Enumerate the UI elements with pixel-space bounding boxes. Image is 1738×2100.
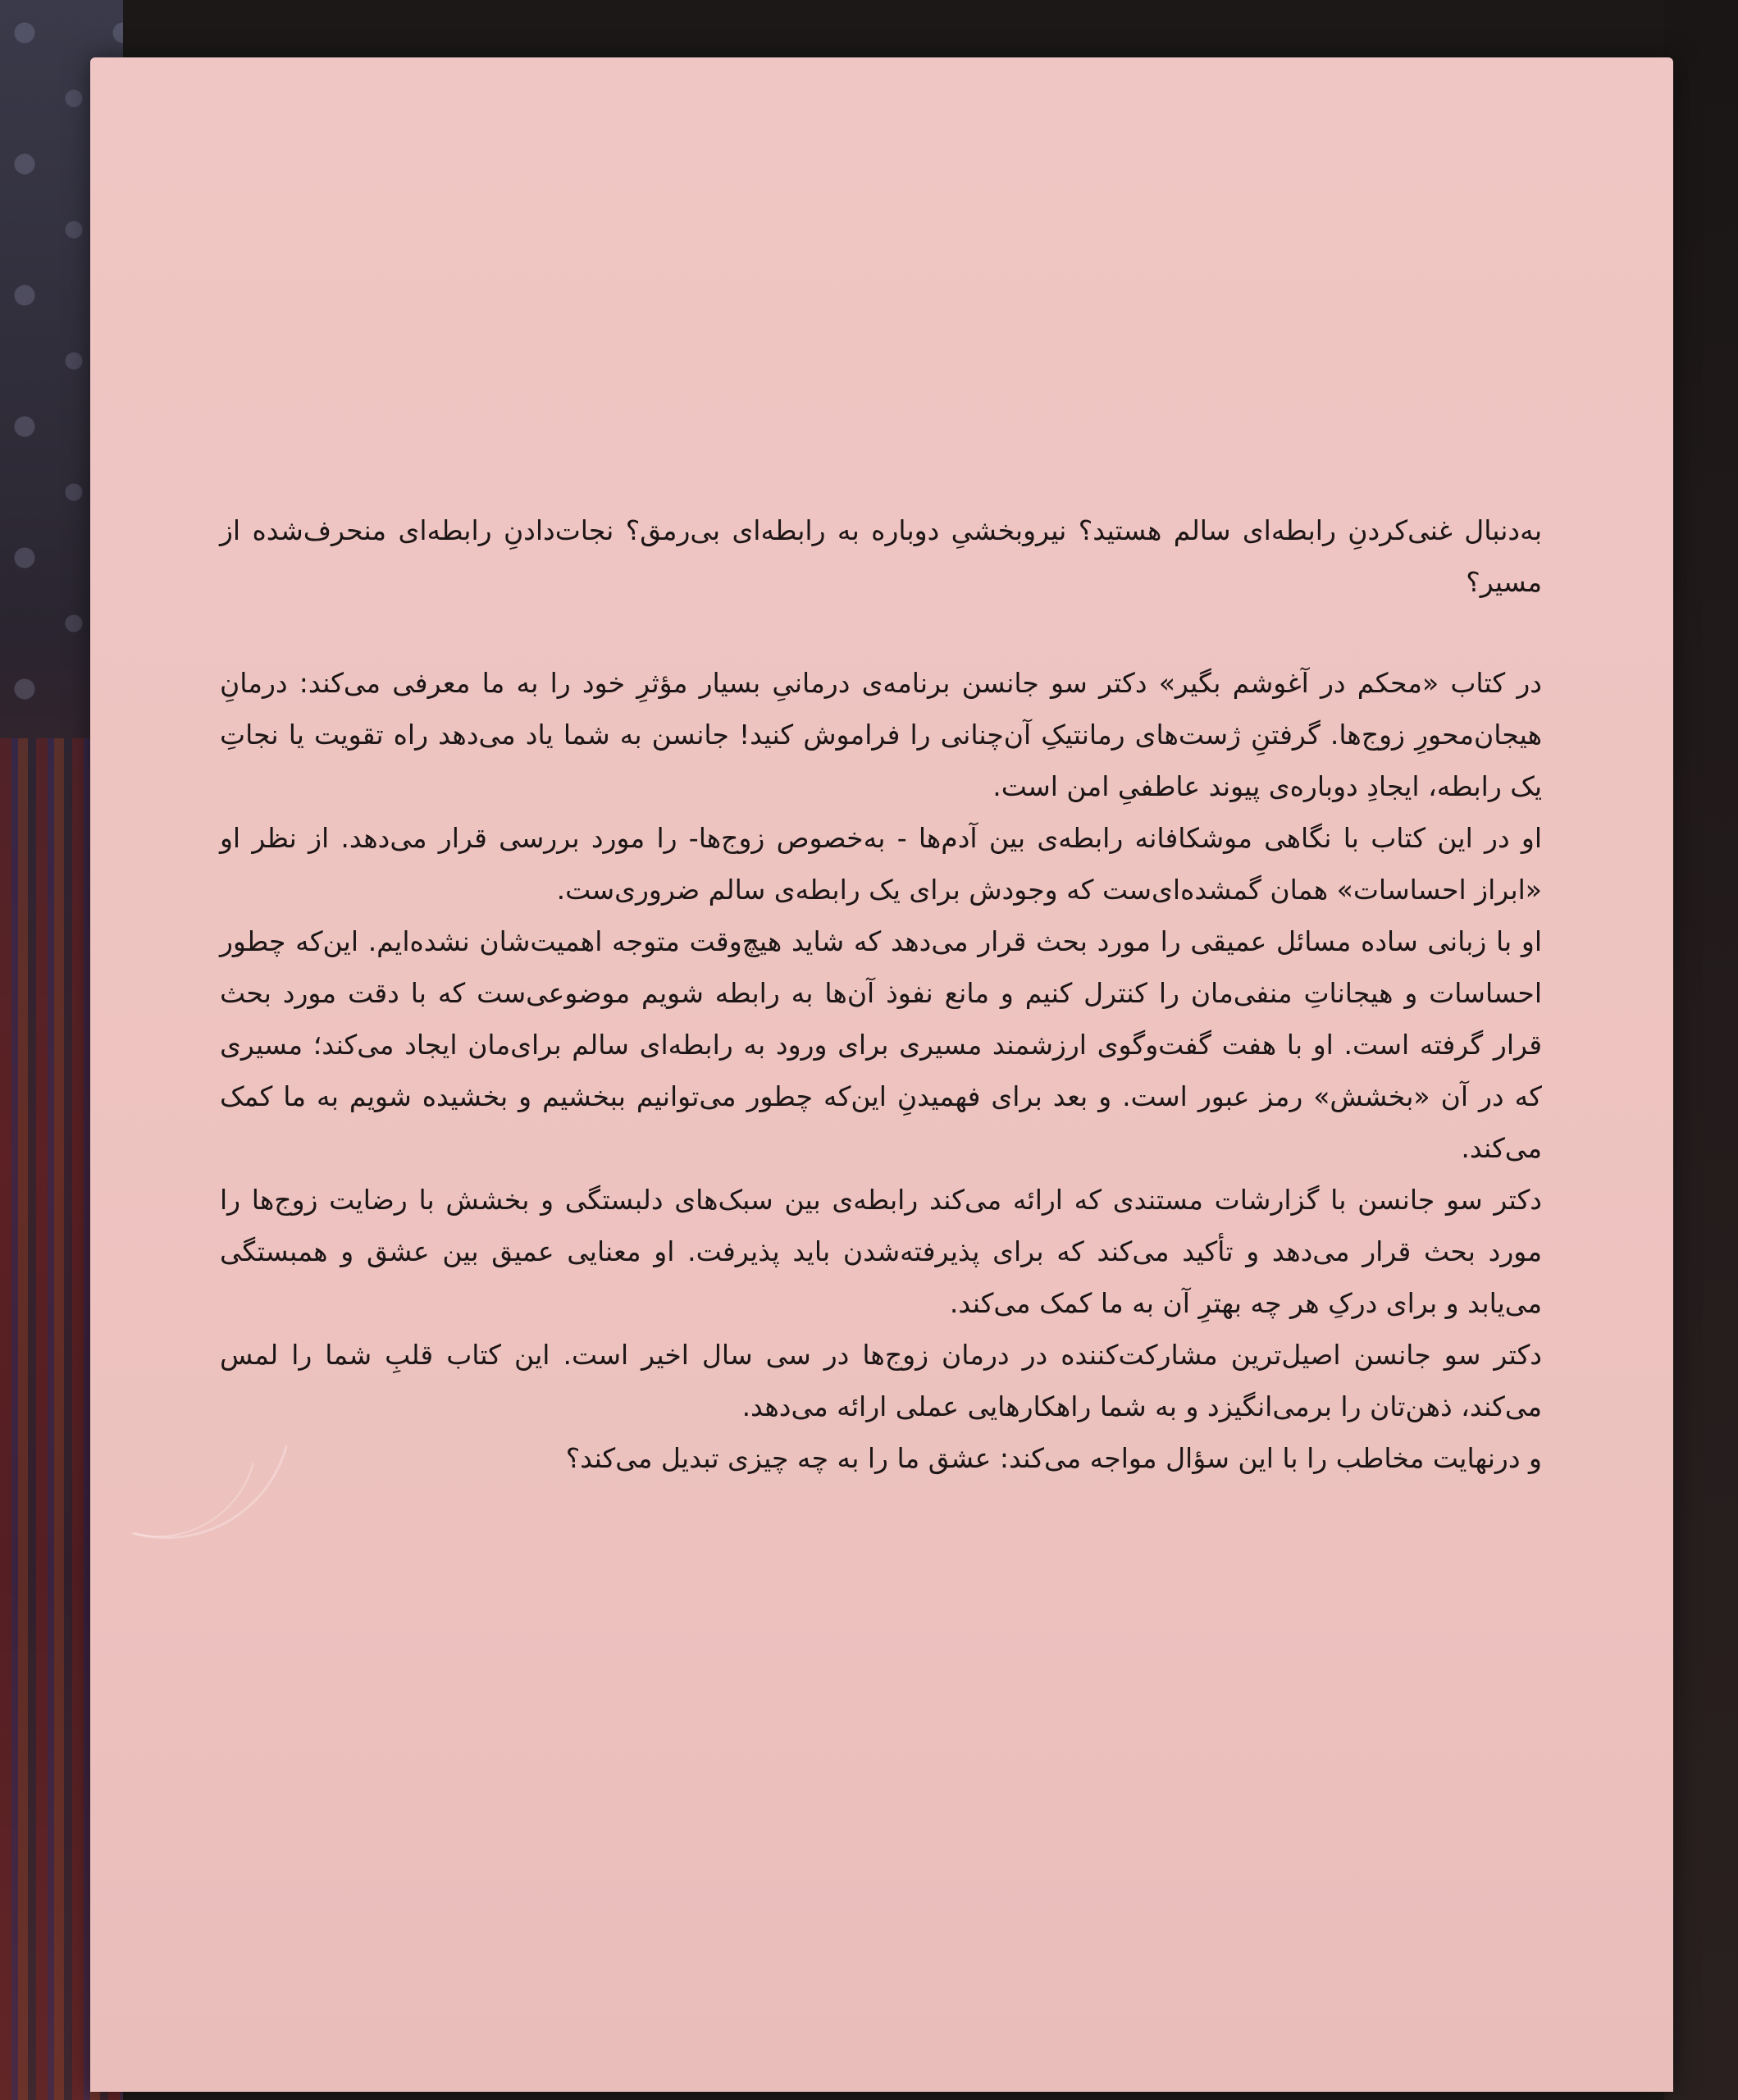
blurb-text <box>220 504 1542 1484</box>
paragraph-2: او در این کتاب با نگاهی موشکافانه رابطه‌ی بین آدم‌ها - به‌خصوص زوج‌ها- را مورد بررسی قرار می‌دهد. از نظر او «ابراز احساسات» همان گمشده‌ای‌ست که وجودش برای یک رابطه‌ی سالم ضروری‌ست. <box>220 822 1542 906</box>
book-back-cover <box>90 57 1673 2092</box>
paragraph-5: دکتر سو جانسن اصیل‌ترین مشارکت‌کننده در درمان زوج‌ها در سی سال اخیر است. این کتاب قلبِ شما را لمس می‌کند، ذهن‌تان را برمی‌انگیزد و به شما راهکارهایی عملی ارائه می‌دهد. <box>220 1339 1542 1422</box>
paragraph-4: دکتر سو جانسن با گزارشات مستندی که ارائه می‌کند رابطه‌ی بین سبک‌های دلبستگی و بخشش با رضایت زوج‌ها را مورد بحث قرار می‌دهد و تأکید می‌کند که برای پذیرفته‌شدن باید پذیرفت. او معنایی عمیق بین عشق و همبستگی می‌یابد و برای درکِ هر چه بهترِ آن به ما کمک می‌کند. <box>220 1184 1542 1319</box>
intro-paragraph: به‌دنبال غنی‌کردنِ رابطه‌ای سالم هستید؟ نیروبخشیِ دوباره به رابطه‌ای بی‌رمق؟ نجات‌دادنِ رابطه‌ای منحرف‌شده از مسیر؟ <box>220 514 1542 598</box>
paragraph-6: و درنهایت مخاطب را با این سؤال مواجه می‌کند: عشق ما را به چه چیزی تبدیل می‌کند؟ <box>565 1442 1542 1474</box>
paragraph-3: او با زبانی ساده مسائل عمیقی را مورد بحث قرار می‌دهد که شاید هیچ‌وقت متوجه اهمیت‌شان نشده‌ایم. این‌که چطور احساسات و هیجاناتِ منفی‌مان را کنترل کنیم و مانع نفوذ آن‌ها به رابطه شویم موضوعی‌ست که با دقت مورد بحث قرار گرفته است. او با هفت گفت‌وگوی ارزشمند مسیری برای ورود به رابطه‌ای سالم برای‌مان ایجاد می‌کند؛ مسیری که در آن «بخشش» رمز عبور است. و بعد برای فهمیدنِ این‌که چطور می‌توانیم ببخشیم و بخشیده شویم به ما کمک می‌کند. <box>220 925 1542 1164</box>
background-top <box>0 0 1738 66</box>
paragraph-1: در کتاب «محکم در آغوشم بگیر» دکتر سو جانسن برنامه‌ی درمانیِ بسیار مؤثرِ خود را به ما معرفی می‌کند: درمانِ هیجان‌محورِ زوج‌ها. گرفتنِ ژست‌های رمانتیکِ آن‌چنانی را فراموش کنید! جانسن به شما یاد می‌دهد راه تقویت یا نجاتِ یک رابطه، ایجادِ دوباره‌ی پیوند عاطفیِ امن است. <box>220 667 1542 802</box>
background-right <box>1664 0 1738 2100</box>
